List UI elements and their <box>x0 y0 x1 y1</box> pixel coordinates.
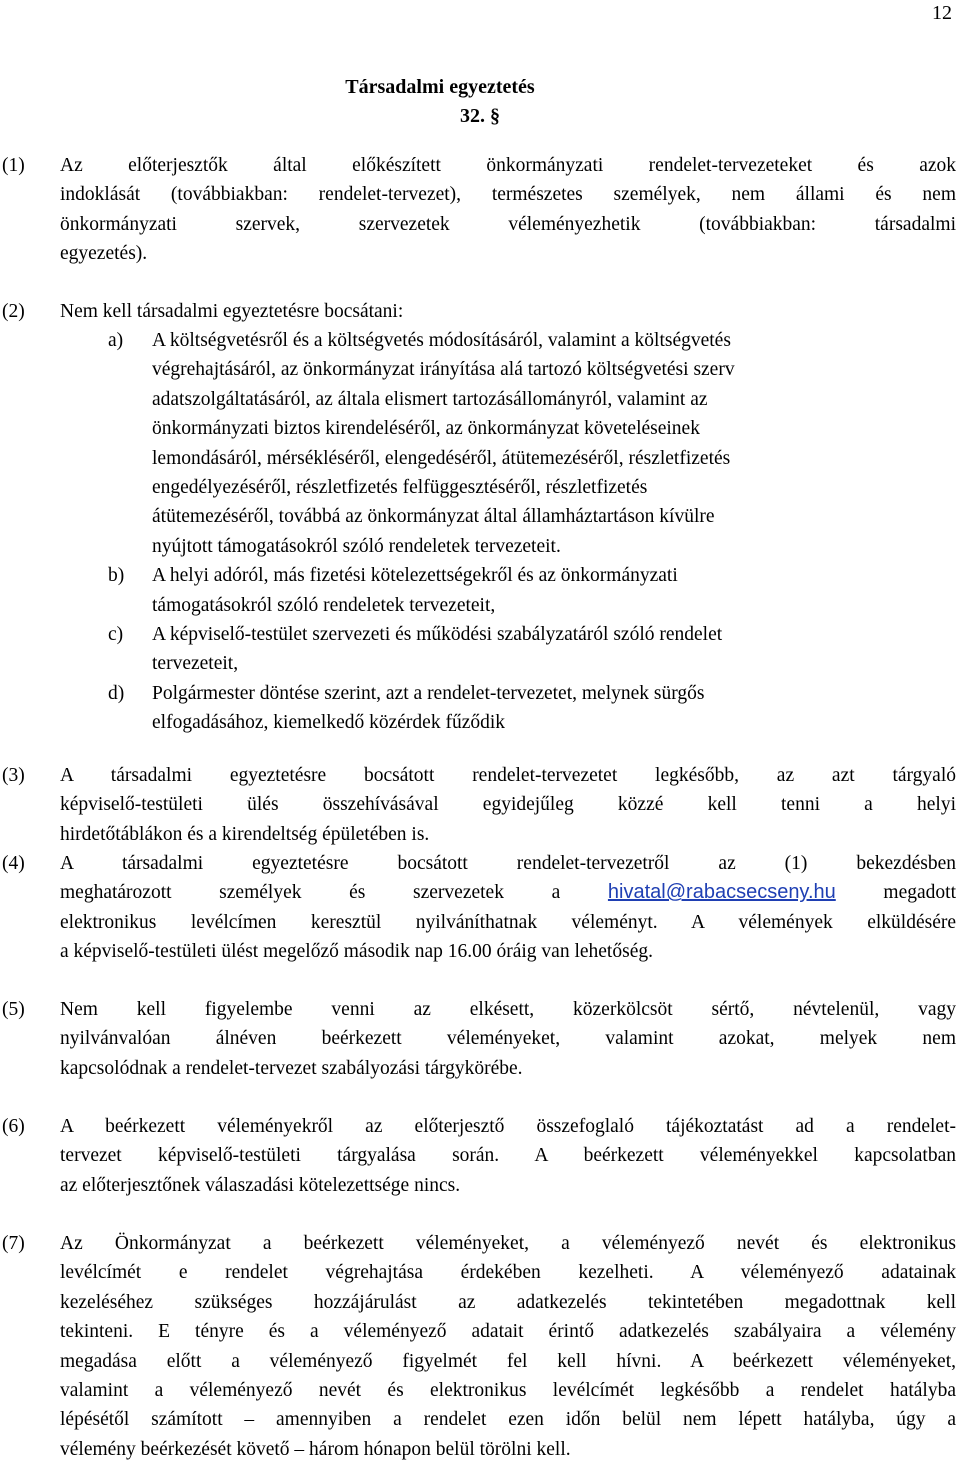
paragraph-6 <box>2 1112 956 1200</box>
paragraph-number: (5) <box>2 999 25 1020</box>
list-item-b <box>108 561 932 620</box>
paragraph-text: meghatározott személyek és szervezetek a <box>60 882 561 904</box>
list-line: tervezeteit, <box>152 653 239 675</box>
paragraph-line: megadása előtt a véleményező figyelmét fel kell hívni. A beérkezett véleményeket, <box>60 1350 956 1372</box>
list-marker: a) <box>108 330 124 351</box>
list-line: elfogadásához, kiemelkedő közérdek fűződik <box>152 712 506 734</box>
paragraph-line: A beérkezett véleményekről az előterjesztő összefoglaló tájékoztatást ad a rendelet- <box>60 1116 956 1137</box>
paragraph-line: A társadalmi egyeztetésre bocsátott rendelet-tervezetet legkésőbb, az azt tárgyaló <box>60 765 956 786</box>
paragraph-line: a képviselő-testületi ülést megelőző második nap 16.00 óráig van lehetőség. <box>60 941 653 963</box>
list-marker: d) <box>108 682 125 704</box>
list-line: A képviselő-testület szervezeti és működési szabályzatáról szóló rendelet <box>152 624 723 646</box>
paragraph-line: tekinteni. E tényre és a véleményező adatait érintő adatkezelés szabályaira a vélemény <box>60 1321 956 1343</box>
page-number: 12 <box>932 2 952 24</box>
paragraph-line: az előterjesztőnek válaszadási kötelezettsége nincs. <box>60 1174 461 1196</box>
list-line: A költségvetésről és a költségvetés módosításáról, valamint a költségvetés <box>152 330 731 351</box>
paragraph-5 <box>2 995 956 1083</box>
paragraph-line: önkormányzati szervek, szervezetek véleményezhetik (továbbiakban: társadalmi <box>60 213 956 235</box>
paragraph-number: (3) <box>2 765 25 786</box>
email-link[interactable]: hivatal@rabacsecseny.hu <box>607 881 836 904</box>
paragraph-4 <box>2 849 956 967</box>
paragraph-3 <box>2 761 956 849</box>
paragraph-line: képviselő-testületi ülés összehívásával egyidejűleg közzé kell tenni a helyi <box>60 794 956 816</box>
list-line: átütemezéséről, továbbá az önkormányzat által államháztartáson kívülre <box>152 506 715 528</box>
paragraph-line: nyilvánvalóan álnéven beérkezett véleményeket, valamint azokat, melyek nem <box>60 1028 956 1050</box>
paragraph-line: Az előterjesztők által előkészített önkormányzati rendelet-tervezeteket és azok <box>60 155 956 176</box>
paragraph-line: egyezetés). <box>60 243 148 265</box>
list-line: támogatásokról szóló rendeletek tervezeteit, <box>152 594 496 616</box>
paragraph-line: hirdetőtáblákon és a kirendeltség épületében is. <box>60 823 430 845</box>
paragraph-line: Nem kell figyelembe venni az elkésett, közerkölcsöt sértő, névtelenül, vagy <box>60 999 956 1020</box>
paragraph-number: (7) <box>2 1233 25 1254</box>
list-line: A helyi adóról, más fizetési kötelezettségekről és az önkormányzati <box>152 565 678 587</box>
paragraph-number: (4) <box>2 853 25 874</box>
section-number: 32. § <box>460 105 500 127</box>
paragraph-number: (2) <box>2 301 25 322</box>
paragraph-line: tervezet képviselő-testületi tárgyalása során. A beérkezett véleményekkel kapcsolatban <box>60 1145 956 1167</box>
paragraph-line: valamint a véleményező nevét és elektronikus levélcímét legkésőbb a rendelet hatályba <box>60 1380 956 1402</box>
paragraph-intro: Nem kell társadalmi egyeztetésre bocsátani: <box>60 301 404 322</box>
list-line: önkormányzati biztos kirendeléséről, az önkormányzat követeléseinek <box>152 418 700 440</box>
paragraph-7 <box>2 1229 956 1464</box>
paragraph-line: lépésétől számított – amennyiben a rendelet ezen időn belül nem lépett hatályba, úgy a <box>60 1409 956 1431</box>
paragraph-number: (6) <box>2 1116 25 1137</box>
document-title: Társadalmi egyeztetés <box>345 76 535 98</box>
list-item-d <box>108 679 932 738</box>
list-line: lemondásáról, mérsékléséről, elengedéséről, átütemezéséről, részletfizetés <box>152 447 731 469</box>
paragraph-line: vélemény beérkezését követő – három hónapon belül törölni kell. <box>60 1438 571 1460</box>
paragraph-line: elektronikus levélcímen keresztül nyilváníthatnak véleményt. A vélemények elküldésére <box>60 911 956 933</box>
paragraph-2 <box>2 297 956 326</box>
paragraph-line: indoklását (továbbiakban: rendelet-tervezet), természetes személyek, nem állami és nem <box>60 184 956 206</box>
list-item-c <box>108 620 932 679</box>
paragraph-line: kapcsolódnak a rendelet-tervezet szabályozási tárgykörébe. <box>60 1057 523 1079</box>
paragraph-text: megadott <box>883 882 956 904</box>
list-item-a <box>108 326 932 561</box>
list-line: végrehajtásáról, az önkormányzat irányítása alá tartozó költségvetési szerv <box>152 359 735 381</box>
list-marker: c) <box>108 624 124 646</box>
paragraph-1 <box>2 151 956 269</box>
list-marker: b) <box>108 565 125 587</box>
list-line: adatszolgáltatásáról, az általa elismert tartozásállományról, valamint az <box>152 388 708 410</box>
paragraph-number: (1) <box>2 155 25 176</box>
paragraph-line: Az Önkormányzat a beérkezett véleményeket, a véleményező nevét és elektronikus <box>60 1233 956 1254</box>
list-line: nyújtott támogatásokról szóló rendeletek tervezeteit. <box>152 535 561 557</box>
paragraph-line: kezeléséhez szükséges hozzájárulást az adatkezelés tekintetében megadottnak kell <box>60 1291 956 1313</box>
list-line: engedélyezéséről, részletfizetés felfüggesztéséről, részletfizetés <box>152 477 648 499</box>
list-line: Polgármester döntése szerint, azt a rendelet-tervezetet, melynek sürgős <box>152 682 705 704</box>
paragraph-line: levélcímét e rendelet végrehajtása érdekében kezelheti. A véleményező adatainak <box>60 1262 956 1284</box>
paragraph-line: A társadalmi egyeztetésre bocsátott rendelet-tervezetről az (1) bekezdésben <box>60 853 956 874</box>
paragraph-line-with-email <box>60 878 956 907</box>
exemption-list <box>108 326 932 738</box>
